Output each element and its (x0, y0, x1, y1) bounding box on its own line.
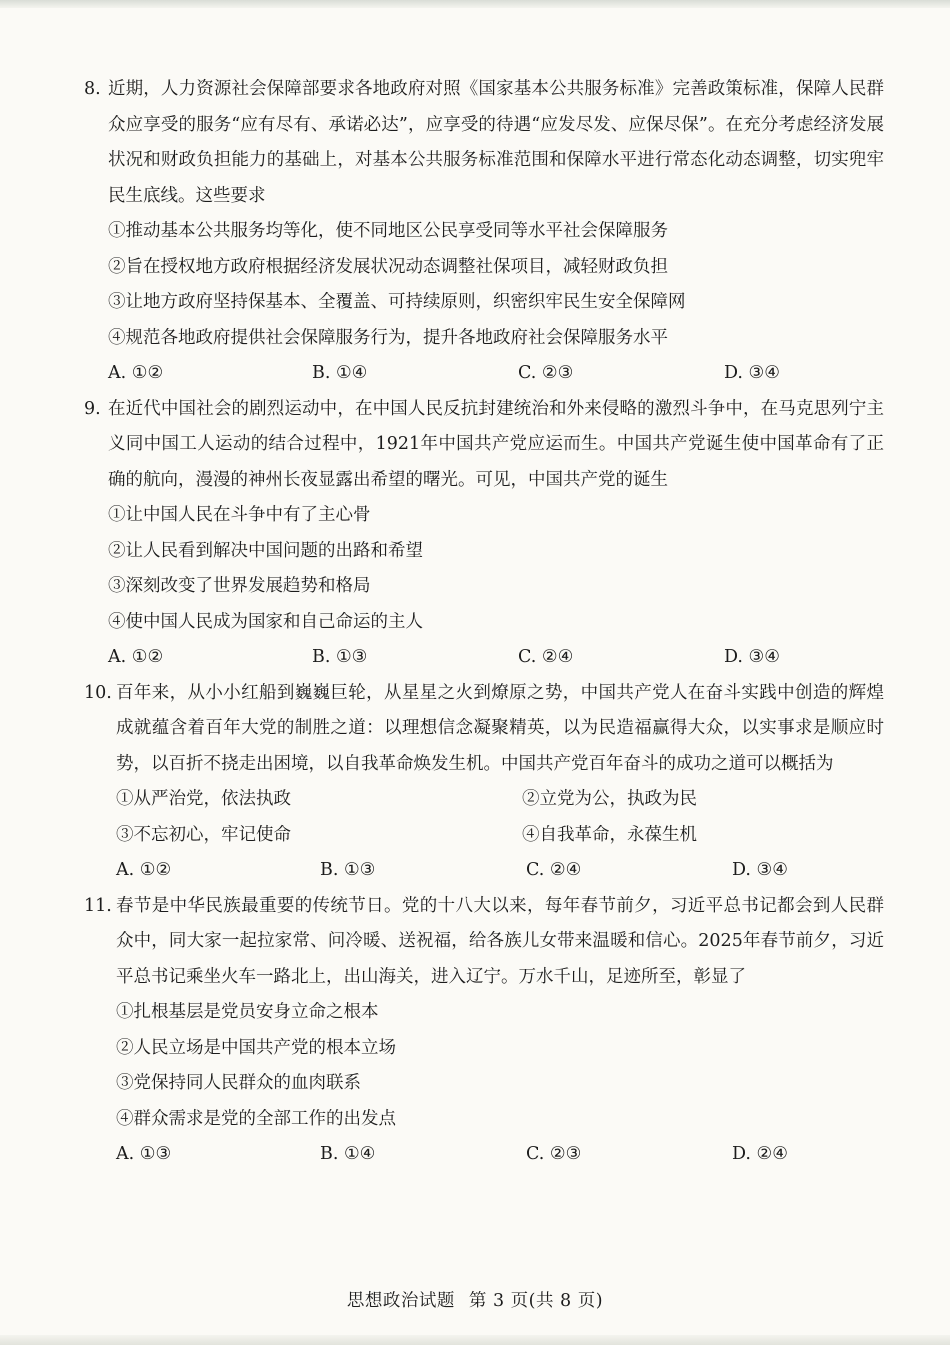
question-number: 11. (84, 895, 112, 916)
question-stem: 百年来，从小小红船到巍巍巨轮，从星星之火到燎原之势，中国共产党人在奋斗实践中创造的辉煌成就蕴含着百年大党的制胜之道：以理想信念凝聚精英，以为民造福赢得大众，以实事求是顺应时势，以百折不挠走出困境，以自我革命焕发生机。中国共产党百年奋斗的成功之道可以概括为 (116, 682, 884, 774)
statement-option: ②让人民看到解决中国问题的出路和希望 (108, 540, 423, 561)
answer-choice-a: A. ①③ (116, 1144, 172, 1164)
answer-choice-a: A. ①② (108, 363, 164, 383)
footer-page-number: 第 3 页(共 8 页) (468, 1291, 604, 1311)
statement-option: ①从严治党，依法执政 (116, 789, 291, 809)
question-stem: 在近代中国社会的剧烈运动中，在中国人民反抗封建统治和外来侵略的激烈斗争中，在马克思列宁主义同中国工人运动的结合过程中，1921年中国共产党应运而生。中国共产党诞生使中国革命有了正确的航向，漫漫的神州长夜显露出希望的曙光。可见，中国共产党的诞生 (108, 398, 884, 490)
question-8 (84, 72, 884, 392)
answer-choices (108, 356, 884, 392)
statement-option: ③不忘初心，牢记使命 (116, 824, 291, 845)
question-number: 8. (84, 79, 101, 99)
question-stem: 近期，人力资源社会保障部要求各地政府对照《国家基本公共服务标准》完善政策标准，保障人民群众应享受的服务“应有尽有、承诺必达”，应享受的待遇“应发尽发、应保尽保”。在充分考虑经济发展状况和财政负担能力的基础上，对基本公共服务标准范围和保障水平进行常态化动态调整，切实兜牢民生底线。这些要求 (108, 79, 884, 206)
answer-choice-d: D. ③④ (724, 363, 780, 383)
answer-choice-c: C. ②③ (526, 1144, 582, 1164)
exam-page (84, 72, 884, 1173)
answer-choices (116, 1137, 884, 1173)
answer-choice-b: B. ①④ (320, 1144, 376, 1164)
statement-option: ①扎根基层是党员安身立命之根本 (116, 1002, 379, 1022)
answer-choice-c: C. ②④ (526, 860, 582, 880)
answer-choice-b: B. ①③ (312, 647, 368, 667)
question-number: 10. (84, 682, 112, 703)
statement-option: ③党保持同人民群众的血肉联系 (116, 1073, 361, 1093)
footer-subject: 思想政治试题 (346, 1291, 455, 1311)
answer-choices (116, 853, 884, 889)
answer-choice-d: D. ③④ (724, 647, 780, 667)
statement-option: ④规范各地政府提供社会保障服务行为，提升各地政府社会保障服务水平 (108, 327, 668, 348)
question-number: 9. (84, 398, 101, 419)
statement-option: ②立党为公，执政为民 (522, 789, 697, 809)
statement-option: ④自我革命，永葆生机 (522, 824, 697, 845)
statement-option: ④使中国人民成为国家和自己命运的主人 (108, 611, 423, 632)
statement-option: ①让中国人民在斗争中有了主心骨 (108, 505, 371, 525)
statement-option: ①推动基本公共服务均等化，使不同地区公民享受同等水平社会保障服务 (108, 221, 668, 241)
question-10 (84, 676, 884, 889)
answer-choices (108, 640, 884, 676)
answer-choice-a: A. ①② (116, 860, 172, 880)
scan-bottom-edge (0, 1335, 950, 1345)
answer-choice-d: D. ③④ (732, 860, 788, 880)
scan-top-edge (0, 0, 950, 8)
answer-choice-d: D. ②④ (732, 1144, 788, 1164)
statement-option: ②旨在授权地方政府根据经济发展状况动态调整社保项目，减轻财政负担 (108, 256, 668, 277)
answer-choice-b: B. ①③ (320, 860, 376, 880)
answer-choice-a: A. ①② (108, 647, 164, 667)
answer-choice-c: C. ②③ (518, 363, 574, 383)
page-footer (0, 1287, 950, 1312)
statement-option: ③深刻改变了世界发展趋势和格局 (108, 576, 371, 596)
answer-choice-b: B. ①④ (312, 363, 368, 383)
answer-choice-c: C. ②④ (518, 647, 574, 667)
question-9 (84, 392, 884, 676)
statement-option: ②人民立场是中国共产党的根本立场 (116, 1037, 396, 1058)
statement-option: ③让地方政府坚持保基本、全覆盖、可持续原则，织密织牢民生安全保障网 (108, 292, 686, 312)
question-11 (84, 889, 884, 1173)
statement-options-grid (116, 782, 884, 853)
question-stem: 春节是中华民族最重要的传统节日。党的十八大以来，每年春节前夕，习近平总书记都会到人民群众中，同大家一起拉家常、问冷暖、送祝福，给各族儿女带来温暖和信心。2025年春节前夕，习近平总书记乘坐火车一路北上，出山海关，进入辽宁。万水千山，足迹所至，彰显了 (116, 895, 884, 987)
statement-option: ④群众需求是党的全部工作的出发点 (116, 1108, 396, 1129)
